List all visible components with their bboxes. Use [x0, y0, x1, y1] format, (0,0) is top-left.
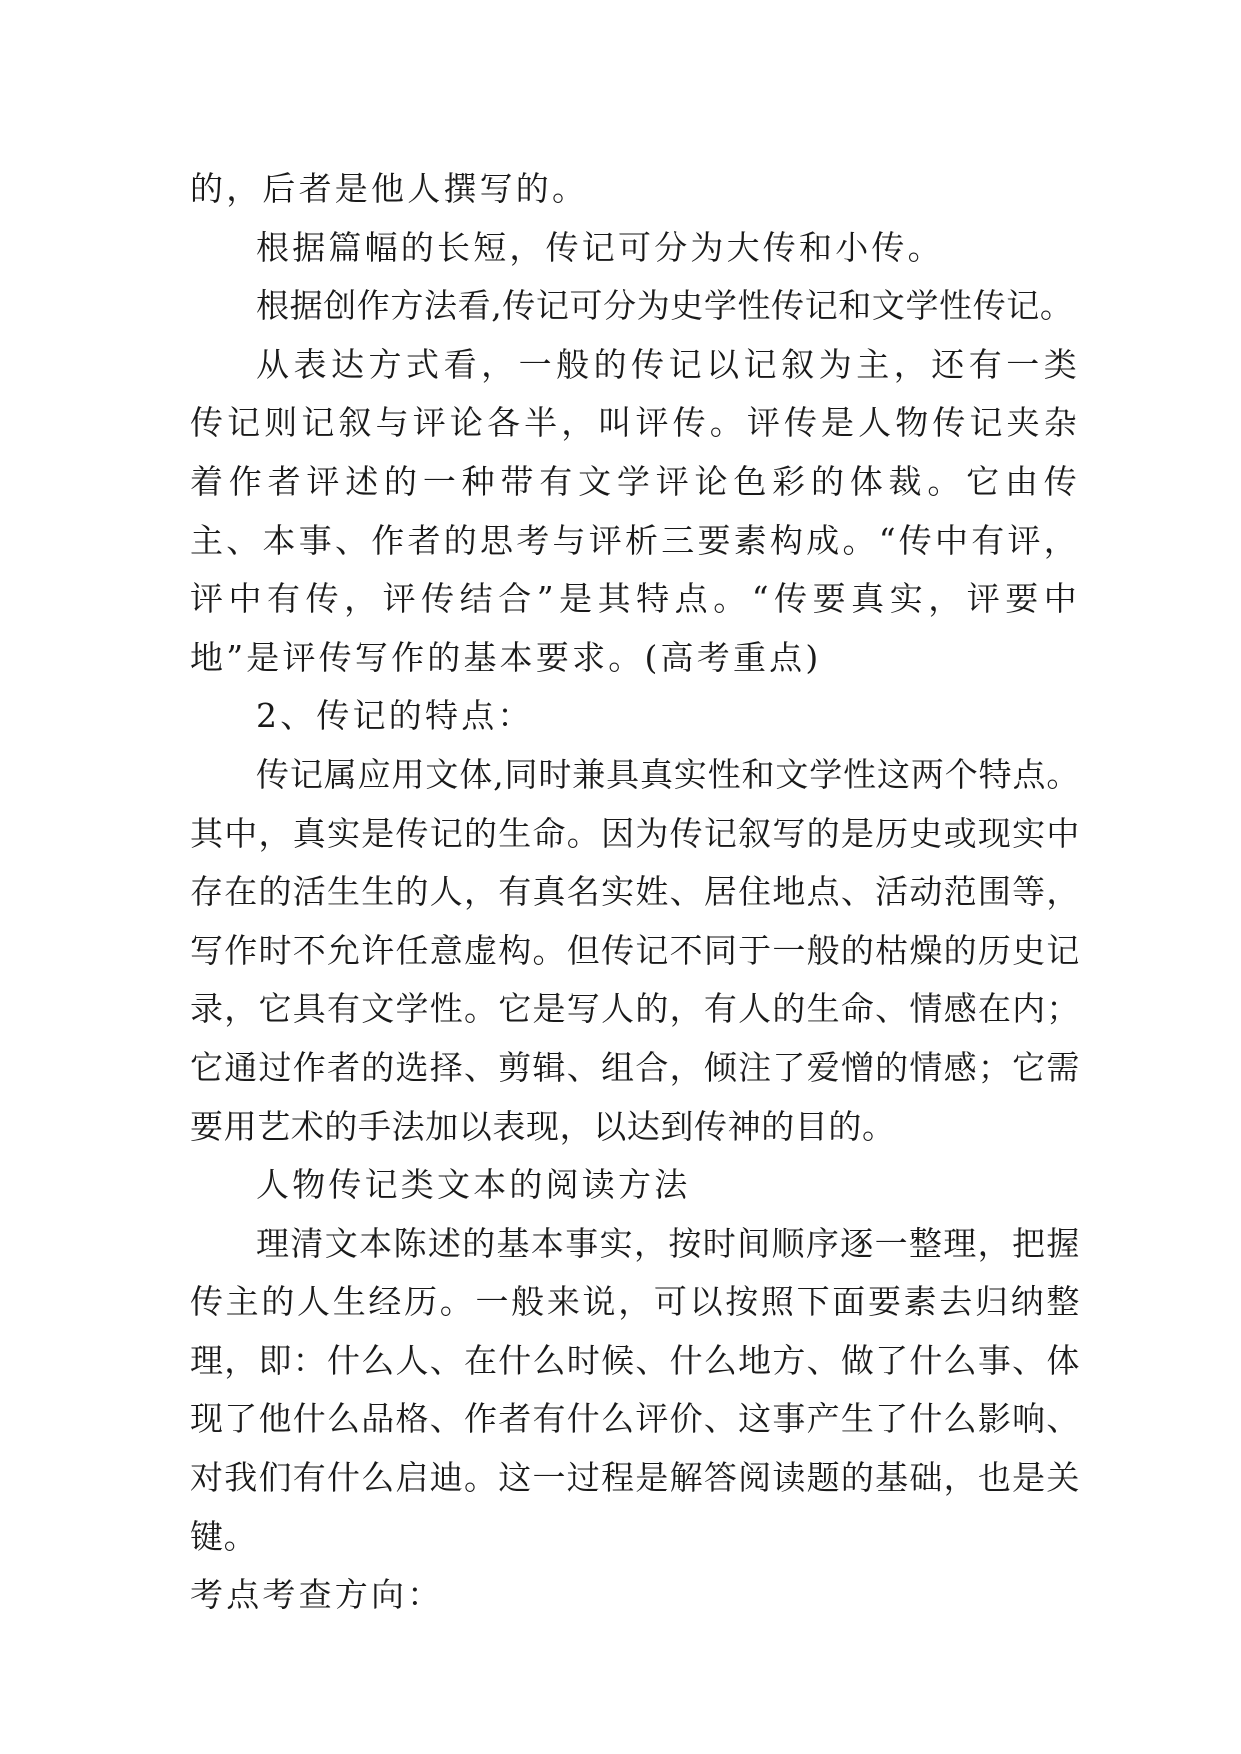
- paragraph-length-types: 根据篇幅的长短，传记可分为大传和小传。: [256, 227, 944, 267]
- paragraph-reading-method: 理清文本陈述的基本事实，按时间顺序逐一整理，把握传主的人生经历。一般来说，可以按照下面要素去归纳整理，即：什么人、在什么时候、什么地方、做了什么事、体现了他什么品格、作者有什么评价、这事产生了什么影响、对我们有什么启迪。这一过程是解答阅读题的基础，也是关键。: [190, 1223, 1080, 1556]
- paragraph-expression-types: 从表达方式看，一般的传记以记叙为主，还有一类传记则记叙与评论各半，叫评传。评传是人物传记夹杂着作者评述的一种带有文学评论色彩的体裁。它由传主、本事、作者的思考与评析三要素构成。“传中有评，评中有传，评传结合”是其特点。“传要真实，评要中地”是评传写作的基本要求。(高考重点): [190, 344, 1080, 677]
- section-heading-reading-method: 人物传记类文本的阅读方法: [256, 1165, 691, 1205]
- section-heading-features: 2、传记的特点：: [256, 696, 534, 736]
- paragraph-continuation: 的，后者是他人撰写的。: [190, 169, 589, 208]
- paragraph-features: 传记属应用文体,同时兼具真实性和文学性这两个特点。其中，真实是传记的生命。因为传记叙写的是历史或现实中存在的活生生的人，有真名实姓、居住地点、活动范围等，写作时不允许任意虚构。但传记不同于一般的枯燥的历史记录，它具有文学性。它是写人的，有人的生命、情感在内；它通过作者的选择、剪辑、组合，倾注了爱憎的情感；它需要用艺术的手法加以表现，以达到传神的目的。: [190, 754, 1080, 1146]
- section-heading-exam-focus: 考点考查方向：: [190, 1575, 444, 1615]
- document-body: [190, 160, 1080, 1625]
- paragraph-method-types: 根据创作方法看,传记可分为史学性传记和文学性传记。: [256, 286, 1074, 326]
